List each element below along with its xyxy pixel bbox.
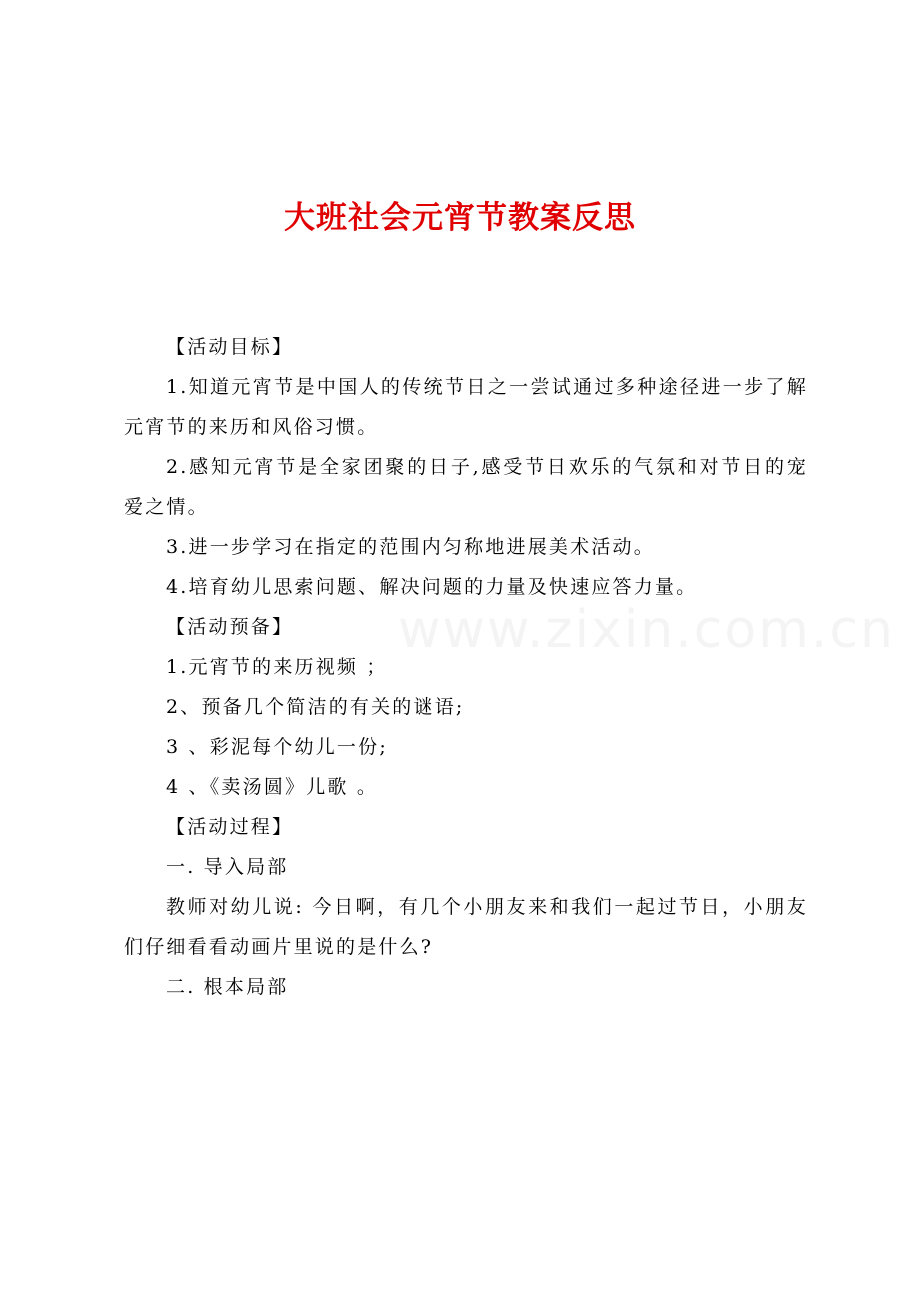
section-heading-goals: 【活动目标】 [166,336,294,358]
watermark-text: www.zixin.com.cn [398,600,895,660]
preparation-item-1: 1.元宵节的来历视频 ； [166,656,388,678]
process-step-2-heading: 二. 根本局部 [166,976,289,998]
goal-item-3: 3.进一步学习在指定的范围内匀称地进展美术活动。 [166,536,655,558]
section-heading-preparation: 【活动预备】 [166,616,294,638]
section-heading-process: 【活动过程】 [166,816,294,838]
preparation-item-2: 2、预备几个简洁的有关的谜语; [166,696,465,718]
process-step-1-heading: 一. 导入局部 [166,856,289,878]
process-step-1-text: 教师对幼儿说: 今日啊，有几个小朋友来和我们一起过节日，小朋友们仔细看看动画片里说的是什么? [124,896,808,958]
goal-item-1: 1.知道元宵节是中国人的传统节日之一尝试通过多种途径进一步了解元宵节的来历和风俗习惯。 [124,376,808,438]
preparation-item-3: 3 、彩泥每个幼儿一份; [166,736,388,758]
goal-item-2: 2.感知元宵节是全家团聚的日子,感受节日欢乐的气氛和对节日的宠爱之情。 [124,456,808,518]
goal-item-4: 4.培育幼儿思索问题、解决问题的力量及快速应答力量。 [166,576,698,598]
document-body [124,327,808,1007]
document-title: 大班社会元宵节教案反思 [284,200,636,236]
preparation-item-4: 4 、《卖汤圆》儿歌 。 [166,776,379,798]
